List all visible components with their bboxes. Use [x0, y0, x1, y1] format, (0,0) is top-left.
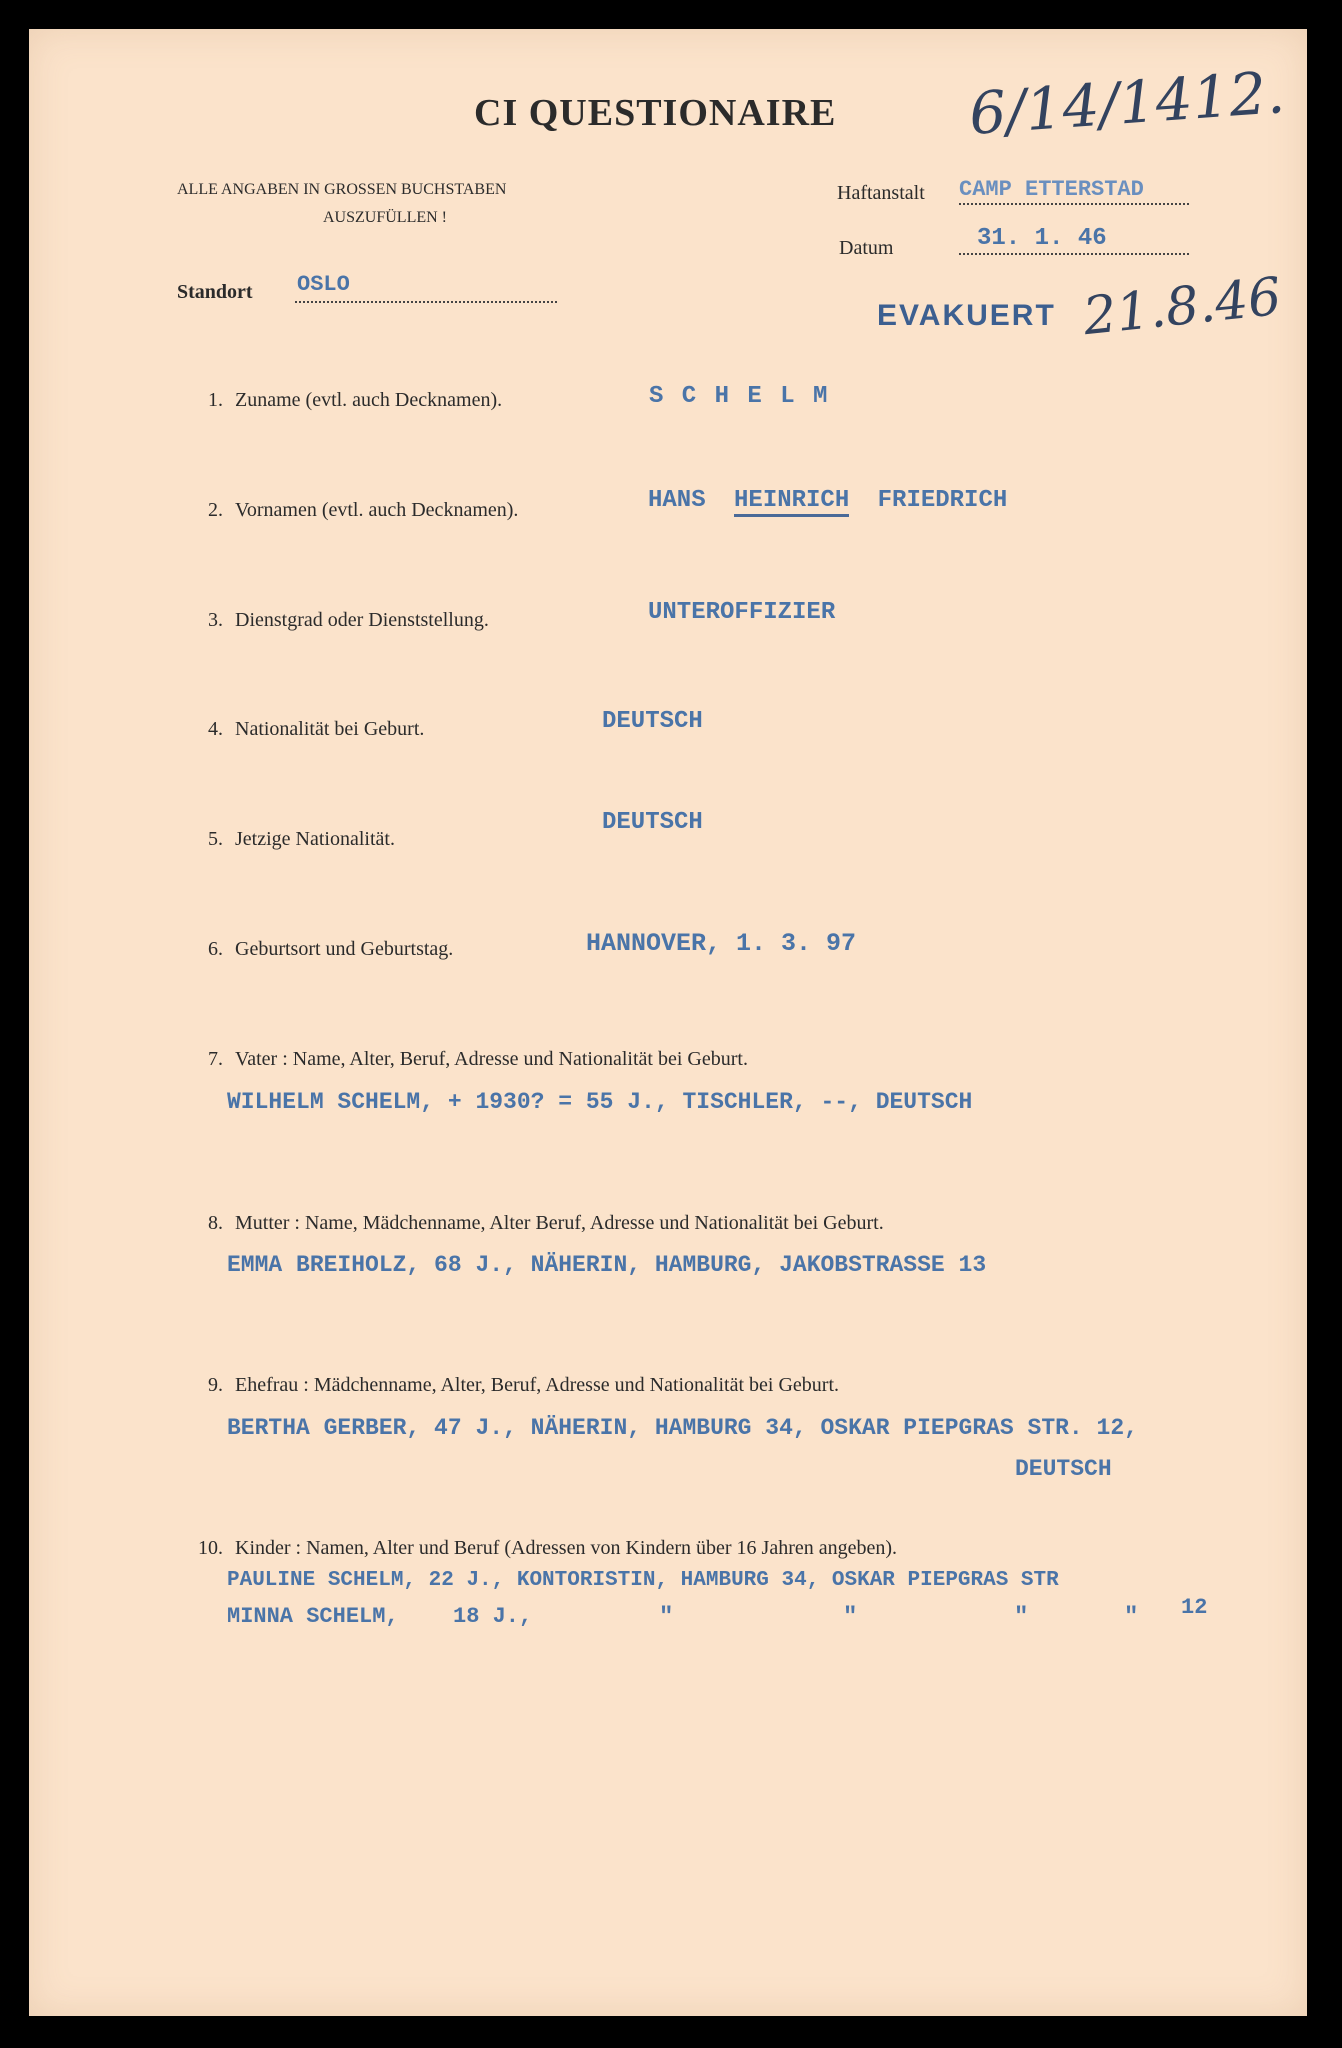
standort-line — [295, 301, 557, 303]
question-10-child-2-end: 12 — [1181, 1595, 1208, 1620]
haftanstalt-label: Haftanstalt — [837, 182, 925, 204]
instruction-line-2: AUSZUFÜLLEN ! — [323, 209, 447, 226]
question-2-answer-middle-name: HEINRICH — [734, 487, 849, 517]
question-9-text: Ehefrau : Mädchenname, Alter, Beruf, Adresse und Nationalität bei Geburt. — [235, 1374, 840, 1396]
datum-value: 31. 1. 46 — [977, 225, 1107, 252]
question-9-answer: BERTHA GERBER, 47 J., NÄHERIN, HAMBURG 34, OSKAR PIEPGRAS STR. 12, — [227, 1415, 1138, 1441]
ditto-mark-4: " — [1124, 1604, 1139, 1631]
question-1-text: Zuname (evtl. auch Decknamen). — [235, 389, 503, 411]
question-6-answer: HANNOVER, 1. 3. 97 — [586, 929, 857, 958]
question-4-answer: DEUTSCH — [602, 708, 703, 735]
question-7-answer: WILHELM SCHELM, + 1930? = 55 J., TISCHLER, --, DEUTSCH — [227, 1089, 973, 1115]
question-10-child-1: PAULINE SCHELM, 22 J., KONTORISTIN, HAMBURG 34, OSKAR PIEPGRAS STR — [227, 1569, 1059, 1592]
question-8-label — [179, 1212, 884, 1235]
question-5-number: 5. — [208, 828, 223, 850]
question-2-answer-last-given-name: FRIEDRICH — [877, 487, 1008, 514]
datum-line — [959, 253, 1189, 255]
questionnaire-sheet — [29, 29, 1307, 2016]
ditto-mark-1: " — [659, 1604, 674, 1631]
question-6-number: 6. — [208, 938, 223, 960]
question-3-number: 3. — [208, 609, 223, 631]
question-7-text: Vater : Name, Alter, Beruf, Adresse und Nationalität bei Geburt. — [235, 1048, 748, 1070]
question-3-answer: UNTEROFFIZIER — [648, 599, 836, 626]
question-8-answer: EMMA BREIHOLZ, 68 J., NÄHERIN, HAMBURG, JAKOBSTRASSE 13 — [227, 1252, 987, 1278]
question-7-number: 7. — [208, 1048, 223, 1070]
question-5-text: Jetzige Nationalität. — [235, 828, 395, 850]
question-4-text: Nationalität bei Geburt. — [235, 718, 425, 740]
question-10-text: Kinder : Namen, Alter und Beruf (Adressen von Kindern über 16 Jahren angeben). — [235, 1537, 898, 1559]
question-9-answer-line-2: DEUTSCH — [1015, 1456, 1112, 1482]
question-7-label — [179, 1048, 748, 1071]
ditto-mark-3: " — [1014, 1604, 1029, 1631]
question-2-label — [179, 499, 518, 522]
evakuert-stamp: EVAKUERT — [877, 299, 1056, 332]
form-title: CI QUESTIONAIRE — [474, 92, 837, 134]
instruction-line-1: ALLE ANGABEN IN GROSSEN BUCHSTABEN — [177, 181, 507, 198]
standort-label: Standort — [177, 281, 253, 303]
question-3-text: Dienstgrad oder Dienststellung. — [235, 609, 489, 631]
question-10-child-2-name: MINNA SCHELM, — [227, 1604, 399, 1629]
question-10-number: 10. — [198, 1537, 223, 1559]
question-1-number: 1. — [208, 389, 223, 411]
question-9-label — [179, 1374, 839, 1397]
question-5-label — [179, 828, 395, 851]
question-1-answer: S C H E L M — [649, 383, 830, 410]
haftanstalt-value: CAMP ETTERSTAD — [959, 177, 1144, 202]
question-2-text: Vornamen (evtl. auch Decknamen). — [235, 499, 519, 521]
question-6-text: Geburtsort und Geburtstag. — [235, 938, 454, 960]
question-10-label — [179, 1537, 897, 1560]
standort-value: OSLO — [297, 272, 350, 297]
datum-label: Datum — [839, 237, 894, 259]
question-8-text: Mutter : Name, Mädchenname, Alter Beruf, Adresse und Nationalität bei Geburt. — [235, 1212, 884, 1234]
question-5-answer: DEUTSCH — [602, 809, 703, 836]
question-8-number: 8. — [208, 1212, 223, 1234]
question-9-number: 9. — [208, 1374, 223, 1396]
question-4-label — [179, 718, 424, 741]
haftanstalt-line — [959, 203, 1189, 205]
question-4-number: 4. — [208, 718, 223, 740]
question-10-child-2-age: 18 J., — [453, 1604, 533, 1629]
ditto-mark-2: " — [843, 1604, 858, 1631]
evakuert-date-handwritten: 21.8.46 — [1080, 266, 1285, 348]
question-2-answer — [648, 487, 1007, 514]
question-6-label — [179, 938, 453, 961]
question-2-answer-first-name: HANS — [648, 487, 706, 514]
file-number-handwritten: 6/14/1412. — [967, 58, 1287, 148]
question-1-label — [179, 389, 502, 412]
question-3-label — [179, 609, 489, 632]
question-2-number: 2. — [208, 499, 223, 521]
